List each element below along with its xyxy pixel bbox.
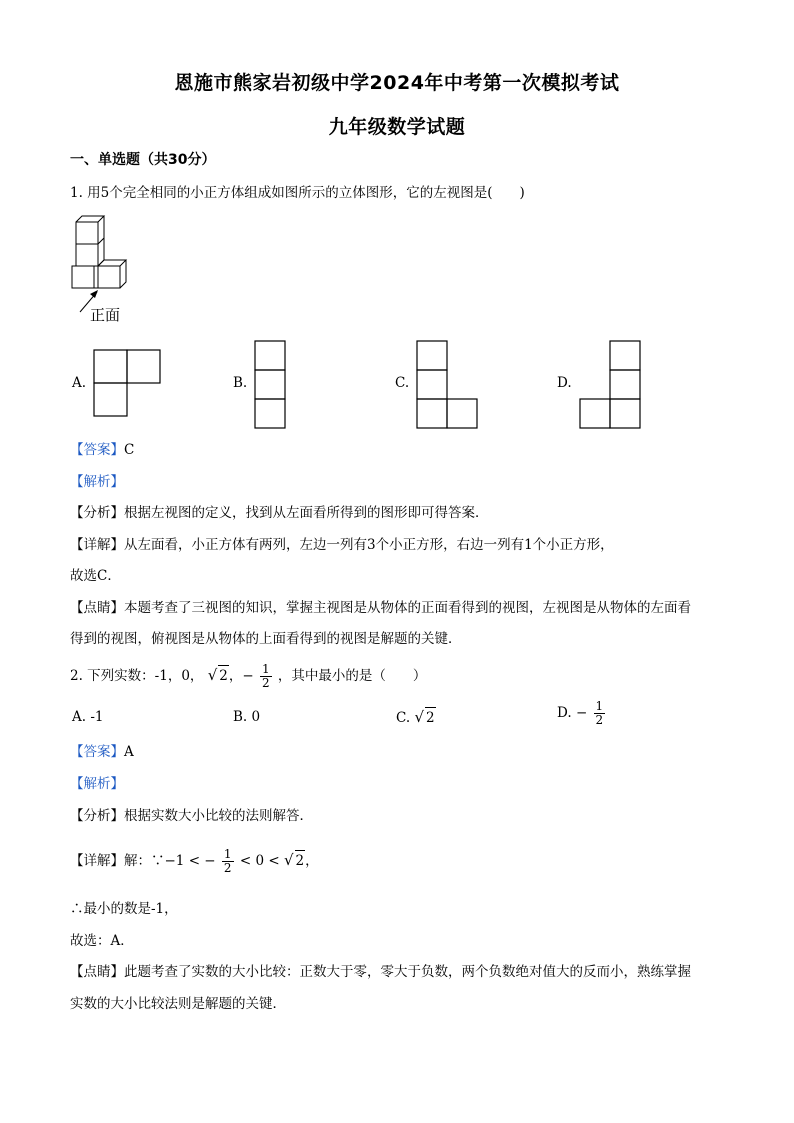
q1-option-c-label[interactable]: C.: [395, 375, 410, 391]
q1-option-d-label[interactable]: D.: [557, 375, 572, 391]
sqrt-icon: √: [414, 708, 424, 726]
q1-answer-value: C: [124, 442, 135, 458]
q1-analysis-tag: [70, 472, 124, 492]
frac-den: 2: [223, 861, 232, 875]
dianjing-tag: 【点睛】: [70, 964, 124, 980]
q2-xiangjie-end: ，: [305, 853, 319, 869]
q1-option-b-label[interactable]: B.: [233, 375, 248, 391]
q2-option-c[interactable]: [396, 707, 436, 728]
q2-option-d[interactable]: [557, 700, 607, 727]
q2-therefore: ∴最小的数是-1，: [70, 901, 178, 917]
q1-option-b-figure: [253, 339, 288, 429]
q1-front-label: 正面: [90, 306, 121, 324]
sqrt-icon: √: [207, 666, 218, 684]
answer-tag: 【答案】: [70, 442, 124, 458]
q1-fenxi-text: 根据左视图的定义，找到从左面看所得到的图形即可得答案．: [124, 505, 489, 521]
fenxi-tag: 【分析】: [70, 505, 124, 521]
q1-fenxi: [70, 503, 489, 523]
q1-option-a-figure: [92, 348, 162, 418]
q2-neg: −: [242, 668, 254, 684]
dianjing-tag: 【点睛】: [70, 600, 124, 616]
q2-option-a[interactable]: A. -1: [72, 709, 104, 725]
section-heading: 一、单选题（共30分）: [70, 152, 216, 168]
q2-analysis-tag: [70, 774, 124, 794]
q2-option-c-radicand: 2: [425, 707, 436, 728]
q2-answer-line: [70, 742, 134, 762]
q2-xiangjie-fraction: [222, 848, 234, 875]
frac-num: 1: [595, 699, 604, 713]
q2-xiangjie-mid: < 0 <: [235, 853, 284, 869]
q1-dianjing: [70, 598, 691, 618]
page-subtitle: 九年级数学试题: [328, 116, 466, 138]
frac-den: 2: [261, 676, 270, 690]
q1-xiangjie-text: 从左面看，小正方体有两列，左边一列有3个小正方形，右边一列有1个小正方形，: [124, 537, 614, 553]
xiangjie-tag: 【详解】: [70, 853, 124, 869]
q2-answer-value: A: [124, 744, 134, 760]
xiangjie-tag: 【详解】: [70, 537, 124, 553]
fenxi-tag: 【分析】: [70, 808, 124, 824]
q1-option-a-label[interactable]: A.: [72, 375, 87, 391]
q2-stem: [70, 663, 426, 690]
q1-stem: 1. 用5个完全相同的小正方体组成如图所示的立体图形，它的左视图是( ): [70, 185, 525, 201]
analysis-tag: 【解析】: [70, 474, 124, 490]
analysis-tag: 【解析】: [70, 776, 124, 792]
q1-dianjing-text-1: 本题考查了三视图的知识，掌握主视图是从物体的正面看得到的视图，左视图是从物体的左面看: [124, 600, 691, 616]
q2-xiangjie-pre: 解：∵−1 < −: [124, 853, 216, 869]
q2-dianjing: [70, 962, 691, 982]
q2-dianjing-cont: 实数的大小比较法则是解题的关键．: [70, 996, 286, 1012]
q1-cube-figure: [70, 212, 150, 320]
frac-num: 1: [261, 662, 270, 676]
frac-den: 2: [595, 713, 604, 727]
q2-xiangjie-radicand: 2: [295, 850, 306, 871]
q2-fenxi-text: 根据实数大小比较的法则解答．: [124, 808, 313, 824]
frac-num: 1: [223, 847, 232, 861]
q1-xiangjie: [70, 535, 614, 555]
q2-fraction: [260, 663, 272, 690]
q2-fenxi: [70, 806, 313, 826]
q1-dianjing-cont: 得到的视图，俯视图是从物体的上面看得到的视图是解题的关键．: [70, 631, 462, 647]
q2-sqrt-radicand: 2: [218, 665, 229, 686]
q2-stem-post: ，其中最小的是（ ）: [277, 668, 427, 684]
q2-sep: ，: [228, 668, 243, 684]
q1-answer-line: [70, 440, 134, 460]
q2-option-d-label: D.: [557, 705, 572, 721]
q2-stem-pre: 2. 下列实数：-1，0，: [70, 668, 204, 684]
page-title: 恩施市熊家岩初级中学2024年中考第一次模拟考试: [174, 72, 620, 94]
q1-option-c-figure: [415, 339, 480, 429]
q2-dianjing-text-1: 此题考查了实数的大小比较：正数大于零，零大于负数，两个负数绝对值大的反而小，熟练掌握: [124, 964, 691, 980]
q2-option-d-neg: −: [575, 705, 588, 721]
q1-option-d-figure: [578, 339, 643, 429]
q2-conclusion: 故选：A．: [70, 933, 134, 949]
sqrt-icon: √: [283, 851, 294, 869]
q2-option-d-fraction: [594, 700, 606, 727]
q2-option-b[interactable]: B. 0: [233, 709, 261, 725]
q2-option-c-label: C.: [396, 710, 411, 726]
answer-tag: 【答案】: [70, 744, 124, 760]
q1-conclusion: 故选C．: [70, 568, 121, 584]
q2-xiangjie: [70, 848, 319, 875]
